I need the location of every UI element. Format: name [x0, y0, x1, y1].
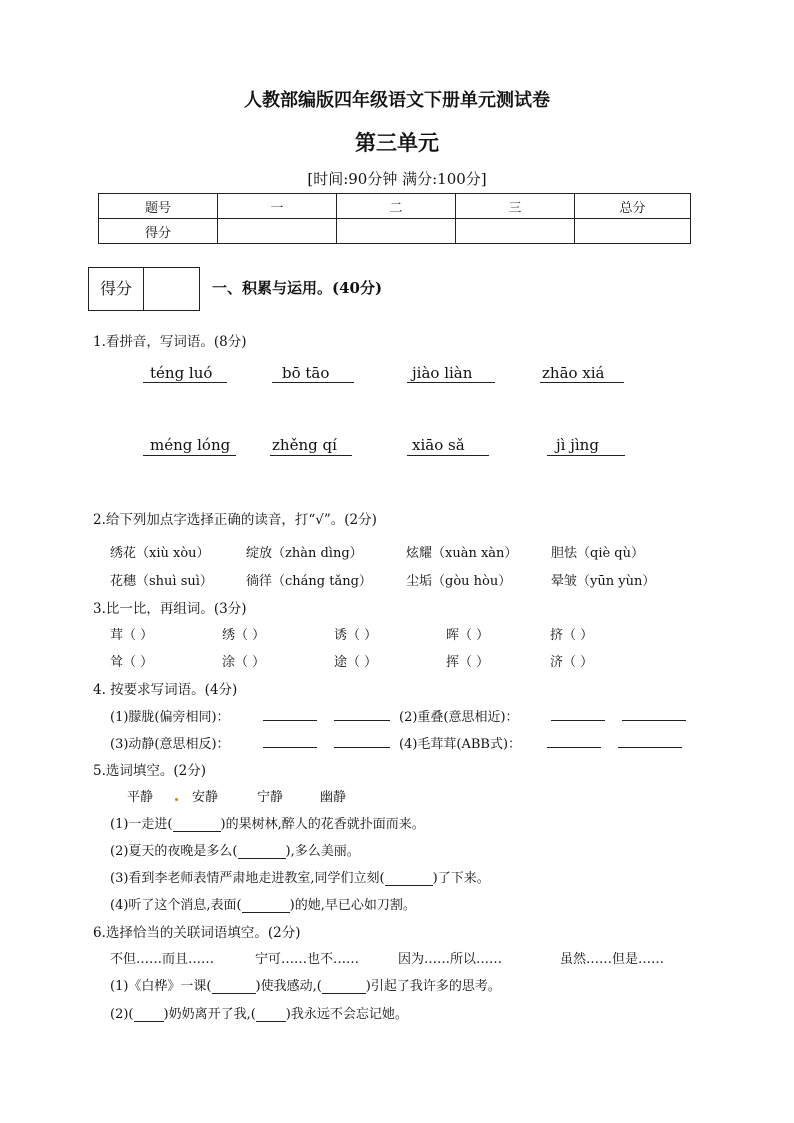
q2-item: 绽放（zhàn dìng）: [246, 546, 363, 561]
q2-item: 徜徉（cháng tǎng）: [246, 574, 372, 589]
score-table: [98, 193, 691, 244]
answer-line[interactable]: [551, 720, 605, 721]
fill-blank[interactable]: [212, 993, 256, 994]
word-option: 平静: [127, 790, 154, 805]
row-label: 得分: [99, 219, 218, 244]
q3-item: 茸（ ）: [110, 628, 154, 643]
q3-item: 晖（ ）: [446, 628, 490, 643]
q2-item: 尘垢（gòu hòu）: [406, 574, 512, 589]
pinyin-item: méng lóng: [150, 436, 231, 454]
section-score-box: [88, 267, 200, 311]
q2-title: 2.给下列加点字选择正确的读音，打“√”。(2分): [93, 512, 377, 528]
answer-line[interactable]: [263, 747, 317, 748]
q3-item: 绣（ ）: [222, 628, 266, 643]
pinyin-item: jì jìng: [556, 436, 599, 454]
q2-item: 绣花（xiù xòu）: [110, 546, 210, 561]
conjunction-option: 不但……而且……: [110, 952, 215, 967]
pinyin-line: [407, 455, 489, 456]
sentence-part: ),多么美丽。: [285, 844, 360, 859]
pinyin-line: [143, 455, 236, 456]
answer-line[interactable]: [618, 747, 682, 748]
q4-item: (4)毛茸茸(ABB式)：: [399, 737, 522, 752]
pinyin-line: [143, 382, 227, 383]
q4-item: (2)重叠(意思相近)：: [399, 710, 519, 725]
q1-title: 1.看拼音，写词语。(8分): [93, 334, 247, 350]
q5-sentence: [110, 840, 360, 859]
sentence-part: (1)一走进(: [110, 817, 173, 832]
q4-title: 4. 按要求写词语。(4分): [93, 682, 238, 698]
score-cell[interactable]: [218, 219, 337, 244]
sentence-part: (3)看到李老师表情严肃地走进教室,同学们立刻(: [110, 871, 385, 886]
conjunction-option: 虽然……但是……: [560, 952, 665, 967]
q5-sentence: [110, 867, 490, 886]
unit-title: 第三单元: [355, 130, 439, 155]
word-option: 幽静: [320, 790, 347, 805]
section-title: 一、积累与运用。(40分): [212, 279, 383, 297]
sentence-part: )奶奶离开了我,(: [163, 1007, 256, 1022]
pinyin-line: [270, 455, 352, 456]
q2-item: 花穗（shuì suì）: [110, 574, 213, 589]
sentence-part: (1)《白桦》一课(: [110, 979, 212, 994]
q2-item: 晕皱（yūn yùn）: [551, 574, 656, 589]
q2-item: 胆怯（qiè qù）: [551, 546, 644, 561]
score-cell[interactable]: [456, 219, 575, 244]
q6-sentence: [110, 1003, 408, 1022]
sentence-part: (2)(: [110, 1007, 134, 1022]
sentence-part: )使我感动,(: [255, 979, 322, 994]
q2-item: 炫耀（xuàn xàn）: [406, 546, 518, 561]
pinyin-line: [407, 382, 495, 383]
score-table-header-row: [99, 194, 691, 219]
q3-title: 3.比一比，再组词。(3分): [93, 601, 247, 617]
header-cell: 二: [337, 194, 456, 219]
answer-line[interactable]: [547, 747, 601, 748]
answer-line[interactable]: [263, 720, 317, 721]
header-cell: 三: [456, 194, 575, 219]
sentence-part: )我永远不会忘记她。: [285, 1007, 408, 1022]
pinyin-item: bō tāo: [282, 364, 330, 382]
q3-item: 诱（ ）: [334, 628, 378, 643]
exam-title: 人教部编版四年级语文下册单元测试卷: [244, 90, 550, 111]
sentence-part: )了下来。: [432, 871, 490, 886]
pinyin-line: [540, 382, 624, 383]
fill-blank[interactable]: [256, 1021, 286, 1022]
pinyin-item: zhěng qí: [272, 436, 337, 454]
time-info: [时间:90分钟 满分:100分]: [307, 170, 487, 188]
word-option: 宁静: [257, 790, 284, 805]
fill-blank[interactable]: [238, 858, 286, 859]
answer-line[interactable]: [334, 747, 390, 748]
sentence-part: (4)听了这个消息,表面(: [110, 898, 242, 913]
q4-item: (1)朦胧(偏旁相同)：: [110, 710, 230, 725]
pinyin-line: [272, 382, 354, 383]
sentence-part: )的果树林,醉人的花香就扑面而来。: [220, 817, 425, 832]
fill-blank[interactable]: [385, 885, 433, 886]
q4-item: (3)动静(意思相反)：: [110, 737, 230, 752]
dot-mark: [175, 798, 178, 801]
fill-blank[interactable]: [134, 1021, 164, 1022]
sentence-part: )的她,早已心如刀割。: [289, 898, 416, 913]
fill-blank[interactable]: [322, 993, 366, 994]
q3-item: 途（ ）: [334, 655, 378, 670]
answer-line[interactable]: [334, 720, 390, 721]
pinyin-item: téng luó: [150, 364, 213, 382]
fill-blank[interactable]: [242, 912, 290, 913]
header-cell: 总分: [575, 194, 691, 219]
conjunction-option: 因为……所以……: [398, 952, 503, 967]
q3-item: 济（ ）: [550, 655, 594, 670]
header-cell: 题号: [99, 194, 218, 219]
q5-title: 5.选词填空。(2分): [93, 763, 207, 779]
answer-line[interactable]: [622, 720, 686, 721]
word-option: 安静: [192, 790, 219, 805]
pinyin-item: jiào liàn: [412, 364, 473, 382]
q3-item: 涂（ ）: [222, 655, 266, 670]
q5-sentence: [110, 813, 425, 832]
section-score-label: 得分: [89, 268, 144, 310]
q6-sentence: [110, 975, 501, 994]
score-cell[interactable]: [575, 219, 691, 244]
pinyin-line: [547, 455, 625, 456]
q3-item: 挤（ ）: [550, 628, 594, 643]
q3-item: 挥（ ）: [446, 655, 490, 670]
q6-title: 6.选择恰当的关联词语填空。(2分): [93, 925, 301, 941]
pinyin-item: xiāo sǎ: [412, 436, 465, 454]
conjunction-option: 宁可……也不……: [255, 952, 360, 967]
q5-sentence: [110, 894, 416, 913]
sentence-part: (2)夏天的夜晚是多么(: [110, 844, 238, 859]
q3-item: 耸（ ）: [110, 655, 154, 670]
sentence-part: )引起了我许多的思考。: [365, 979, 501, 994]
fill-blank[interactable]: [173, 831, 221, 832]
header-cell: 一: [218, 194, 337, 219]
score-table-score-row: [99, 219, 691, 244]
score-cell[interactable]: [337, 219, 456, 244]
pinyin-item: zhāo xiá: [542, 364, 605, 382]
